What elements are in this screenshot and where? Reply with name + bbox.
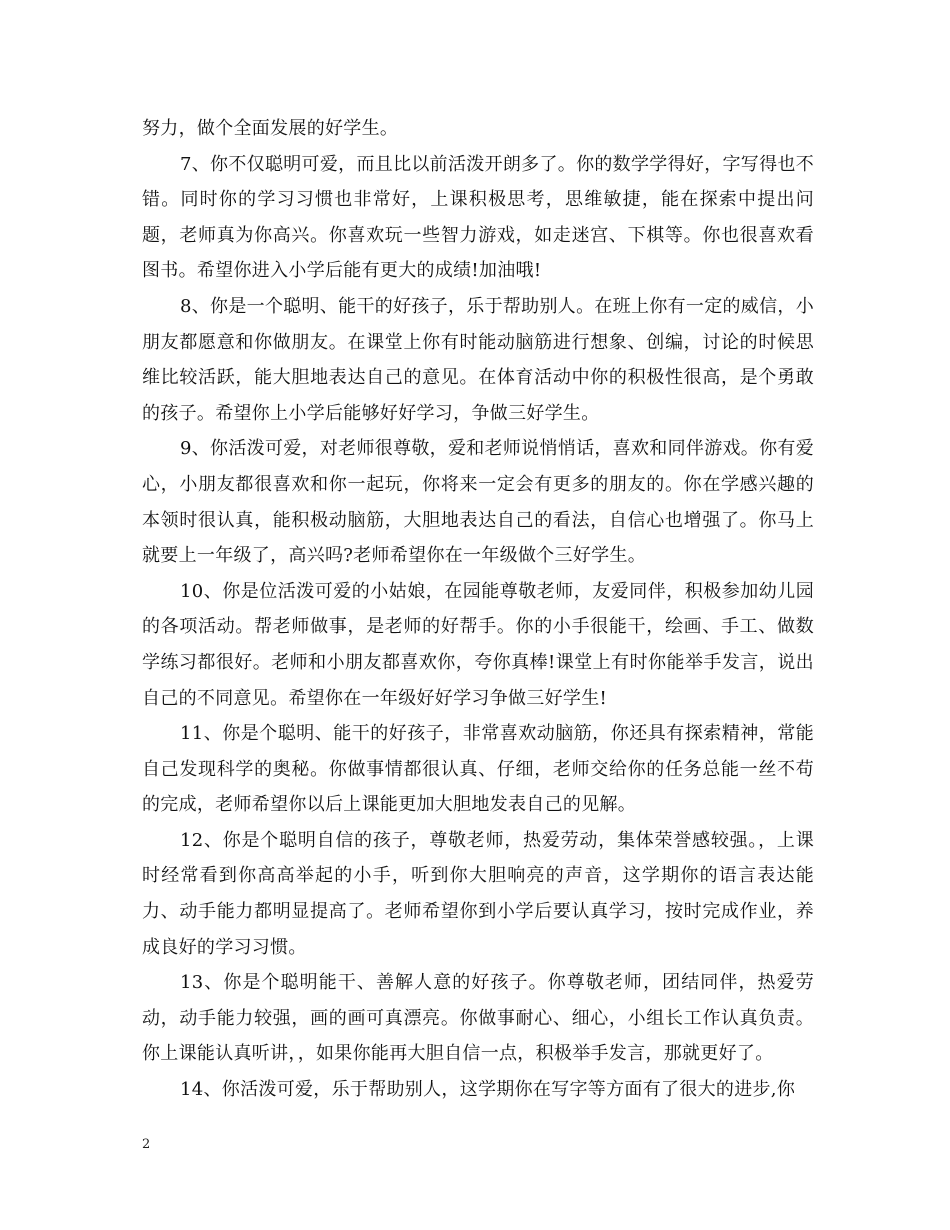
paragraph-comment-10: 10、你是位活泼可爱的小姑娘，在园能尊敬老师，友爱同伴，积极参加幼儿园的各项活动。帮老师做事，是老师的好帮手。你的小手很能干，绘画、手工、做数学练习都很好。老师和小朋友都喜欢你，夸你真棒!课堂上有时你能举手发言，说出自己的不同意见。希望你在一年级好好学习争做三好学生! xyxy=(142,580,814,709)
paragraph-continuation: 努力，做个全面发展的好学生。 xyxy=(142,118,399,139)
paragraph-comment-11: 11、你是个聪明、能干的好孩子，非常喜欢动脑筋，你还具有探索精神，常能自己发现科学的奥秘。你做事情都很认真、仔细，老师交给你的任务总能一丝不苟的完成，老师希望你以后上课能更加大胆地发表自己的见解。 xyxy=(142,723,814,816)
paragraph-comment-14: 14、你活泼可爱，乐于帮助别人，这学期你在写字等方面有了很大的进步,你 xyxy=(180,1079,796,1101)
paragraph-comment-7: 7、你不仅聪明可爱，而且比以前活泼开朗多了。你的数学学得好，字写得也不错。同时你的学习习惯也非常好，上课积极思考，思维敏捷，能在探索中提出问题，老师真为你高兴。你喜欢玩一些智力游戏，如走迷宫、下棋等。你也很喜欢看图书。希望你进入小学后能有更大的成绩!加油哦! xyxy=(142,153,814,282)
paragraph-comment-12: 12、你是个聪明自信的孩子，尊敬老师，热爱劳动，集体荣誉感较强。，上课时经常看到你高高举起的小手，听到你大胆响亮的声音，这学期你的语言表达能力、动手能力都明显提高了。老师希望你到小学后要认真学习，按时完成作业，养成良好的学习习惯。 xyxy=(142,829,814,958)
paragraph-comment-13: 13、你是个聪明能干、善解人意的好孩子。你尊敬老师，团结同伴，热爱劳动，动手能力较强，画的画可真漂亮。你做事耐心、细心，小组长工作认真负责。你上课能认真听讲，，如果你能再大胆自信一点，积极举手发言，那就更好了。 xyxy=(142,972,814,1065)
page-number: 2 xyxy=(142,1137,151,1152)
paragraph-comment-9: 9、你活泼可爱，对老师很尊敬，爱和老师说悄悄话，喜欢和同伴游戏。你有爱心，小朋友都很喜欢和你一起玩，你将来一定会有更多的朋友的。你在学感兴趣的本领时很认真，能积极动脑筋，大胆地表达自己的看法，自信心也增强了。你马上就要上一年级了，高兴吗?老师希望你在一年级做个三好学生。 xyxy=(142,438,814,567)
document-body xyxy=(142,111,814,1108)
paragraph-comment-8: 8、你是一个聪明、能干的好孩子，乐于帮助别人。在班上你有一定的威信，小朋友都愿意和你做朋友。在课堂上你有时能动脑筋进行想象、创编，讨论的时候思维比较活跃，能大胆地表达自己的意见。在体育活动中你的积极性很高，是个勇敢的孩子。希望你上小学后能够好好学习，争做三好学生。 xyxy=(142,295,814,424)
